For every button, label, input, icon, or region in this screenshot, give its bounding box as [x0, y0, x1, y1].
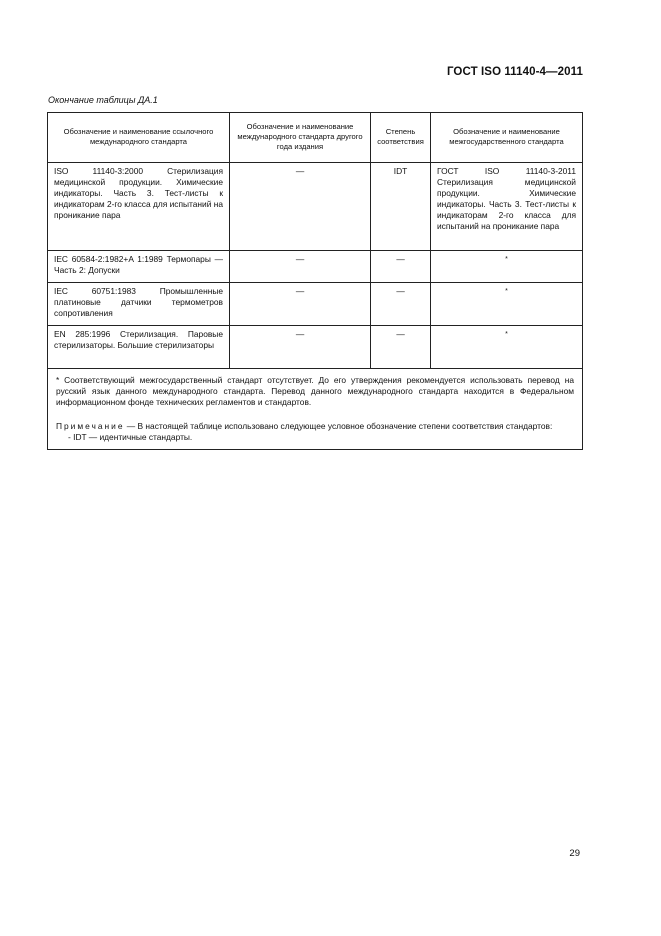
- cell-reference: EN 285:1996 Стерилизация. Паровые стерилизаторы. Большие стерилизаторы: [48, 326, 230, 369]
- table-row: [48, 251, 583, 283]
- cell-reference: IEC 60751:1983 Промышленные платиновые датчики термометров сопротивления: [48, 283, 230, 326]
- cell-reference: IEC 60584-2:1982+A 1:1989 Термопары — Часть 2: Допуски: [48, 251, 230, 283]
- note-text: — В настоящей таблице использовано следующее условное обозначение степени соответствия стандартов:: [124, 421, 553, 431]
- table-caption: Окончание таблицы ДА.1: [48, 95, 158, 105]
- table-notes: [48, 369, 583, 450]
- cell-degree: —: [371, 251, 431, 283]
- cell-interstate: *: [431, 326, 583, 369]
- cell-other-edition: —: [230, 283, 371, 326]
- cell-other-edition: —: [230, 163, 371, 251]
- col-header-reference: Обозначение и наименование ссылочного международного стандарта: [48, 113, 230, 163]
- cell-other-edition: —: [230, 326, 371, 369]
- cell-interstate: *: [431, 283, 583, 326]
- note-item: - IDT — идентичные стандарты.: [68, 432, 193, 442]
- table-row: [48, 326, 583, 369]
- document-code: ГОСТ ISO 11140-4—2011: [446, 66, 583, 78]
- note: [56, 421, 574, 432]
- cell-degree: IDT: [371, 163, 431, 251]
- cell-other-edition: —: [230, 251, 371, 283]
- col-header-degree: Степень соответствия: [371, 113, 431, 163]
- cell-degree: —: [371, 326, 431, 369]
- col-header-other-edition: Обозначение и наименование международного стандарта другого года издания: [230, 113, 371, 163]
- page-number: 29: [569, 848, 580, 859]
- cell-degree: —: [371, 283, 431, 326]
- table-header-row: [48, 113, 583, 163]
- table-row: [48, 163, 583, 251]
- cell-interstate: *: [431, 251, 583, 283]
- standards-table: [47, 112, 583, 450]
- cell-interstate: ГОСТ ISO 11140-3-2011 Стерилизация медицинской продукции. Химические индикаторы. Часть 3. Тест-листы к индикаторам 2-го класса для испытаний на проникание пара: [431, 163, 583, 251]
- col-header-interstate: Обозначение и наименование межгосударственного стандарта: [431, 113, 583, 163]
- cell-reference: ISO 11140-3:2000 Стерилизация медицинской продукции. Химические индикаторы. Часть 3. Тест-листы к индикаторам 2-го класса для испытаний на проникание пара: [48, 163, 230, 251]
- table-row: [48, 283, 583, 326]
- footnote: * Соответствующий межгосударственный стандарт отсутствует. До его утверждения рекомендуется использовать перевод на русский язык данного международного стандарта. Перевод данного международного стандарта находится в Федеральном информационном фонде технических регламентов и стандартов.: [56, 375, 574, 407]
- table-notes-row: [48, 369, 583, 450]
- note-label: Примечание: [56, 421, 125, 431]
